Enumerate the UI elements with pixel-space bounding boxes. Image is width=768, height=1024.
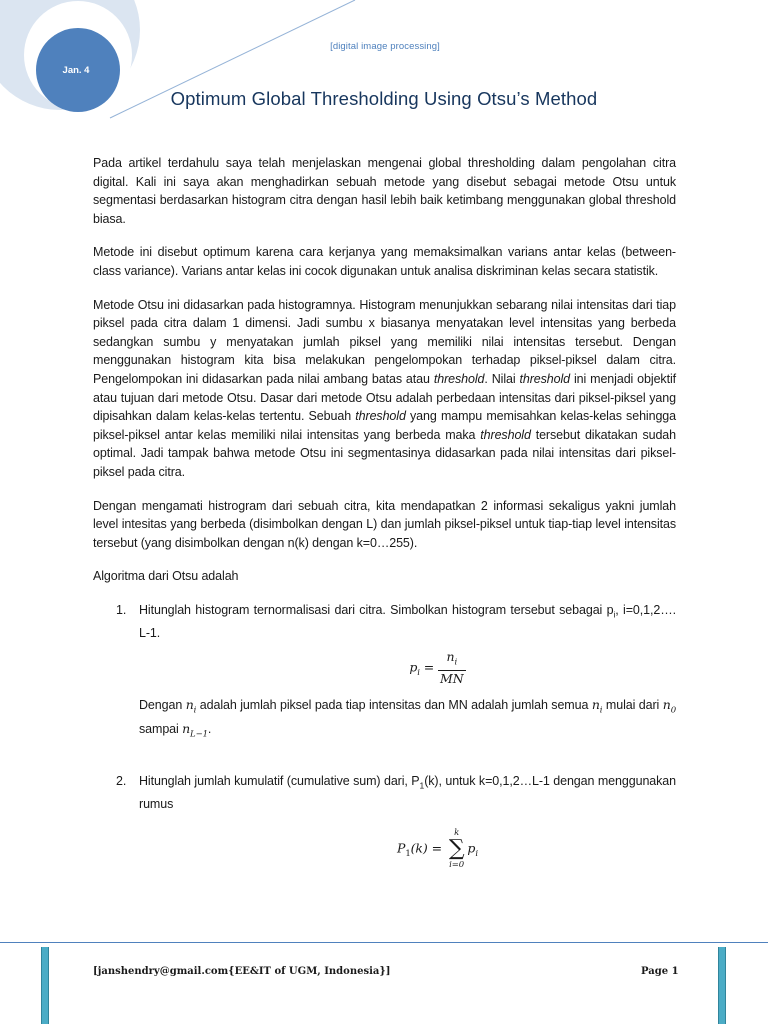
footer-bar-right [718,947,726,1024]
header-tag: [digital image processing] [330,41,440,52]
step-note: Dengan $n_i$ adalah jumlah piksel pada tiap intensitas dan MN adalah jumlah semua $n_i$ mulai dari $n_0$ sampai $n_{L-1}$. [139,697,677,740]
algorithm-step-2 [93,772,676,880]
paragraph-4: Dengan mengamati histrogram dari sebuah citra, kita mendapatkan 2 informasi sekaligus yakni jumlah level intesitas yang berbeda (disimbolkan dengan L) dan jumlah piksel-piksel untuk tiap-tiap level intensitas tersebut (yang disimbolkan dengan n(k) dengan k=0…255). [93,498,676,550]
footer-rule [0,942,768,943]
paragraph-3: Metode Otsu ini didasarkan pada histogramnya. Histogram menunjukkan sebarang nilai intensitas dari tiap piksel pada citra dalam 1 dimensi. Jadi sumbu x biasanya menyatakan level intensitas yang berbeda sedangkan sumbu y menyatakan jumlah piksel yang memiliki nilai intensitas tersebut. Dengan menggunakan histogram kita bisa melakukan pengelompokan terhadap piksel-piksel dalam citra. Pengelompokan ini didasarkan pada nilai ambang batas atau threshold. Nilai threshold ini menjadi objektif atau tujuan dari metode Otsu. Dasar dari metode Otsu adalah perbedaan intensitas dari piksel-piksel yang dipisahkan dalam kelas-kelas tertentu. Sebuah threshold yang mampu memisahkan kelas-kelas sehingga piksel-piksel antar kelas memiliki nilai intensitas yang berbeda maka threshold tersebut dikatakan sudah optimal. Jadi tampak bahwa metode Otsu ini segmentasinya didasarkan pada nilai intensitas dari piksel-piksel pada citra. [93,297,676,479]
page-title: Optimum Global Thresholding Using Otsu’s Method [170,88,598,109]
step-number: 2. [116,774,127,789]
cumulative-sum-formula: $P_1(k)$ = k ∑ i=0 $p_i$ [397,827,478,870]
footer-bar-left [41,947,49,1024]
footer-contact: [janshendry@gmail.com{EE&IT of UGM, Indonesia}] [93,966,391,977]
step-text: Hitunglah jumlah kumulatif (cumulative sum) dari, $P_1(k)$, untuk k=0,1,2…L-1 dengan menggunakan rumus [139,774,677,812]
algorithm-step-1 [93,601,676,762]
step-text: Hitunglah histogram ternormalisasi dari citra. Simbolkan histogram tersebut sebagai $p_i$, i=0,1,2…. L-1. [139,602,676,640]
step-number: 1. [116,602,127,617]
normalized-histogram-formula: $p_i$ = $\frac{n_i}{MN}$ [409,648,464,687]
threshold-term: threshold [433,371,485,386]
article-body [93,154,676,890]
paragraph-2: Metode ini disebut optimum karena cara kerjanya yang memaksimalkan varians antar kelas (between-class variance). Varians antar kelas ini cocok digunakan untuk analisa diskriminan kelas secara statistik. [93,245,676,278]
page-number: Page 1 [641,966,679,977]
header-decoration [0,0,768,150]
paragraph-1: Pada artikel terdahulu saya telah menjelaskan mengenai global thresholding dalam pengolahan citra digital. Kali ini saya akan menghadirkan sebuah metode yang disebut sebagai metode Otsu untuk segmentasi berdasarkan histogram citra dengan hasil lebih baik ketimbang menggunakan global threshold biasa. [93,156,676,226]
threshold-term: threshold [519,371,571,386]
threshold-term: threshold [355,409,406,424]
algorithm-heading: Algoritma dari Otsu adalah [93,569,239,584]
date-badge: Jan. 4 [62,65,90,76]
threshold-term: threshold [480,427,531,442]
